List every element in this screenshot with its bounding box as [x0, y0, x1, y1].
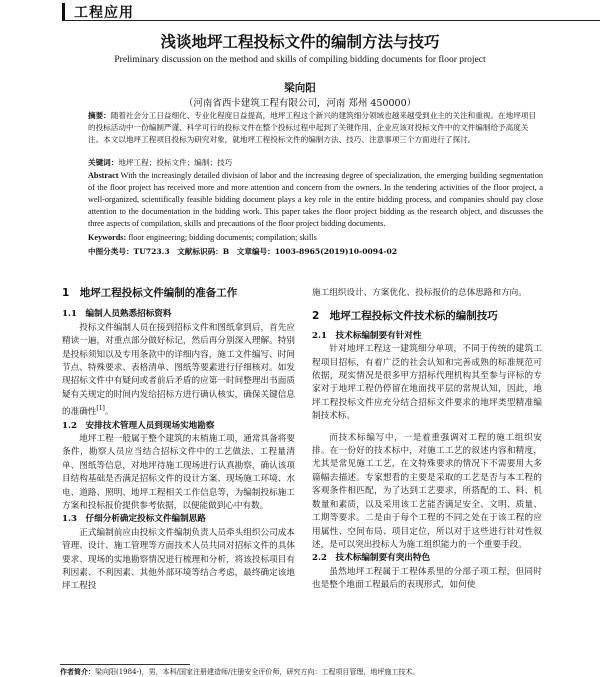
footnote-divider: [60, 664, 190, 665]
keywords-en-label: Keywords:: [88, 233, 127, 242]
keywords-cn-label: 关键词：: [88, 158, 119, 167]
subsection-2-1-heading: 2.1 技术标编制要有针对性: [312, 330, 422, 341]
section-2-heading: 2 地坪工程投标文件技术标的编制技巧: [312, 310, 498, 323]
paper-title-en: Preliminary discussion on the method and skills of compiling bidding documents for floor project: [114, 55, 486, 65]
paper-title-cn: 浅谈地坪工程投标文件的编制方法与技巧: [160, 32, 440, 51]
paragraph-continued: 施工组织设计、方案优化、投标报价的总体思路和方向。: [312, 288, 527, 298]
paragraph-2-2: 虽然地坪工程属于工程体系里的分部子项工程，但同时也是整个地面工程最后的表现形式，如何使: [312, 566, 542, 591]
subsection-1-2-heading: 1.2 安排技术管理人员到现场实地勘察: [62, 420, 215, 431]
abstract-cn: [88, 110, 543, 146]
footnote-label: 作者简介：: [60, 667, 95, 676]
subsection-2-2-heading: 2.2 技术标编制要有突出特色: [312, 553, 431, 564]
subsection-1-3-heading: 1.3 仔细分析确定投标文件编制思路: [62, 514, 206, 525]
classification-line: 中图分类号：TU723.3 文献标识码：B 文章编号：1003-8965(2019)10-0094-02: [88, 247, 398, 256]
keywords-en-text: floor engineering; bidding documents; compilation; skills: [128, 233, 317, 242]
right-column: [312, 287, 542, 593]
abstract-cn-text: 随着社会分工日益细化、专业化程度日益提高，地坪工程这个新兴的建筑细分领域也越来越受到业主的关注和重视。在地坪项目的投标活动中一份编制严谨、科学可行的投标文件在整个投标过程中起到了关键作用，企业应该对投标文件中的文件编制给予高度关注。本文以地坪工程项目投标为研究对象，就地坪工程投标文件的编制方法、技巧、注意事项三个方面进行了探讨。: [88, 111, 537, 144]
paragraph-1-1: 投标文件编制人员在接到招标文件和图纸拿到后，首先应精读一遍，对重点部分做好标记，然后再分别深入理解。特别是投标须知以及专用条款中的详细内容，施工文件编写、时间节点、特殊要求、表格清单、图纸等要素进行仔细核对。如发现招标文件中有疑问或者前后矛盾的应第一时间整理出书面质疑有关规定的时间内发给招标方进行确认核实，确保关键信息的准确性[1]。: [62, 322, 295, 418]
paragraph-2-1a: 针对地坪工程这一建筑细分单项，不同于传统的建筑工程项目招标，有着广泛的社会认知和完善成熟的标准规范可依据，现实情况是很多甲方招标代理机构其至参与评标的专家对于地坪工程仍停留在地面找平层的常规认知，因此，地坪工程投标文件应充分结合招标文件要求的地坪类型精准编制技术标。: [312, 344, 542, 422]
paragraph-1-2: 地坪工程一般属于整个建筑的末梢施工项，通常具备将要条件，勘察人员应当结合招标文件中的工艺做法、工程量清单、图纸等信息，对地坪待施工现场进行认真勘察，确认该项目结构基础是否满足招标文件的设计方案、现场施工环境、水电、道路、照明、地坪工程相关工作信息等，为编制投标施工方案和投标报价提供参考依据，以便能做到心中有数。: [62, 433, 295, 511]
keywords-cn-text: 地坪工程；投标文件；编制；技巧: [118, 158, 233, 167]
paragraph-1-3: 正式编制前应由投标文件编制负责人员牵头组织公司成本管理、设计、施工管理等方面技术人员共同对招标文件的具体要求、现场的实地勘察情况进行梳理和分析，将该投标项目有利因素、不利因素、其他外部环境等结合考虑，最终确定该地坪工程投: [62, 527, 295, 592]
footnote-text: 梁向阳(1984-)，男，本科/国家注册建造师/注册安全评价师，研究方向：工程项目管理，地坪施工技术。: [95, 668, 420, 676]
subsection-1-1-heading: 1.1 编制人员熟悉招标资料: [62, 309, 172, 320]
abstract-cn-label: 摘要：: [88, 111, 111, 120]
abstract-en-label: Abstract: [88, 171, 119, 180]
author-affiliation: （河南省西卡建筑工程有限公司，河南 郑州 450000）: [183, 98, 417, 109]
abstract-en-text: With the increasingly detailed division of labor and the increasing degree of specialization, the emerging building segmentation of the floor project has received more and more attention and concern from the owners. In the tendering activities of the floor project, a well-organized, scientifically feasible bidding document plays a key role in the entire bidding process, and companies should pay close attention to the documentation in the bidding work. This paper takes the floor project bidding as the research object, and discusses the three aspects of compilation, skills and precautions of the floor project bidding documents.: [88, 171, 544, 228]
section-name: 工程应用: [74, 5, 134, 21]
author-bio-footnote: [60, 667, 600, 677]
paragraph-2-1b: 而技术标编写中，一是着重强调对工程的施工组织安排。在一份好的技术标中，对施工工艺的叙述内容和精度，尤其是常见施工工艺，在文特殊要求的情况下不需要用大多篇幅去描述。专家想看的主要是采取的工艺是否与本工程的客观条件相匹配，为了达到工艺要求，所搭配的工、料、机数量和素质，以及采用该工艺能否满足安全、文明、质量、工期等要求。二是由于每个工程的不同之处在于该工程的应用属性、空间布局、项目定位，所以对于这些进行针对性叙述，是可以突出投标人为施工组织能力的一个重要手段。: [312, 432, 542, 550]
keywords-cn: [88, 157, 543, 169]
author-name: 梁向阳: [284, 82, 316, 94]
section-1-heading: 1 地坪工程投标文件编制的准备工作: [62, 287, 238, 299]
running-header: [62, 0, 600, 21]
citation-ref: [1]: [96, 405, 105, 413]
header-marker: [62, 3, 65, 20]
left-column: [62, 287, 295, 594]
abstract-en: [88, 170, 543, 230]
keywords-en: [88, 233, 543, 242]
